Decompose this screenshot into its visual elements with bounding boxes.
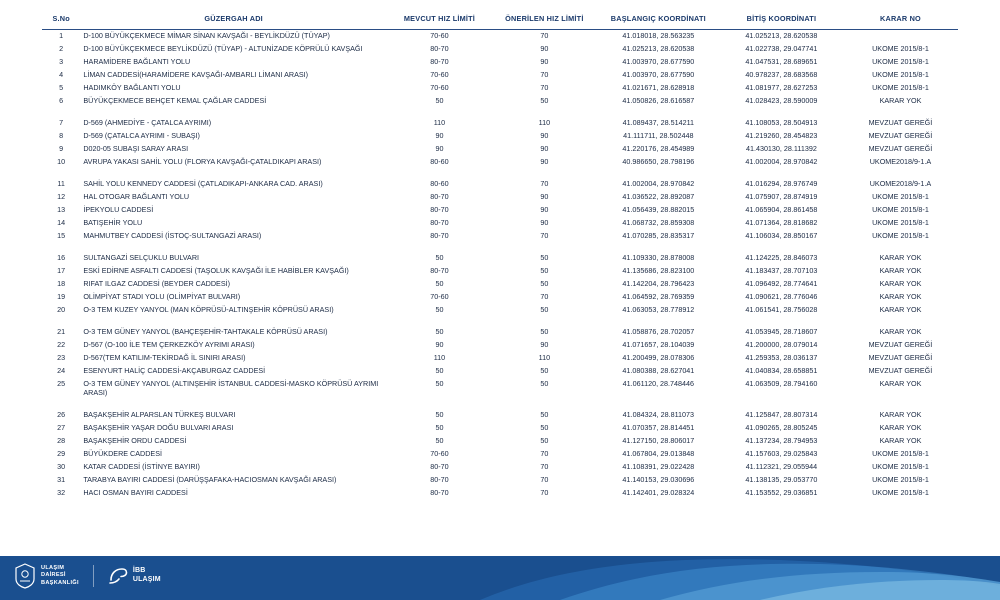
table-row [42,130,958,143]
cell-current-speed-limit: 50 [435,95,444,105]
table-row [42,30,958,43]
cell-current-speed-limit: 70-60 [430,70,449,79]
cell-route-name: D-100 BÜYÜKÇEKMECE MİMAR SİNAN KAVŞAĞI - BEYLİKDÜZÜ (TÜYAP) [83,31,330,41]
cell-proposed-speed-limit: 70 [540,487,549,497]
cell-current-speed-limit: 80-70 [430,218,449,228]
column-header-sno: S.No [42,8,80,30]
cell-start-coordinate: 41.003970, 28.677590 [622,57,695,67]
cell-current-speed-limit: 70-60 [430,448,449,458]
cell-end-coordinate: 41.157603, 29.025843 [745,448,818,458]
cell-current-speed-limit: 70-60 [430,292,449,302]
speed-limit-table-container [42,8,958,500]
cell-route-name: ESKİ EDİRNE ASFALTI CADDESİ (TAŞOLUK KAVŞAĞI İLE HABİBLER KAVŞAĞI) [83,266,349,276]
ibb-department-logo [14,563,79,589]
ulasim-swirl-icon [108,566,128,586]
cell-sno: 10 [57,157,66,166]
cell-sno: 31 [57,474,66,484]
cell-route-name: BATIŞEHİR YOLU [83,218,143,228]
cell-sno: 28 [57,435,66,445]
table-row-spacer [42,169,958,178]
cell-route-name: ESENYURT HALİÇ CADDESİ-AKÇABURGAZ CADDESİ [83,366,266,376]
cell-current-speed-limit: 50 [435,379,444,389]
table-body [42,30,958,500]
cell-end-coordinate: 41.090621, 28.776046 [745,292,818,302]
table-row [42,117,958,130]
cell-proposed-speed-limit: 50 [540,423,549,432]
cell-route-name: AVRUPA YAKASI SAHİL YOLU (FLORYA KAVŞAĞI-ÇATALDIKAPI ARASI) [83,157,322,166]
cell-start-coordinate: 41.142204, 28.796423 [622,279,695,289]
cell-proposed-speed-limit: 70 [540,70,549,79]
cell-start-coordinate: 41.080388, 28.627041 [622,366,695,376]
cell-end-coordinate: 41.065904, 28.861458 [745,205,818,215]
cell-current-speed-limit: 80-70 [430,266,449,276]
cell-end-coordinate: 41.259353, 28.036137 [745,353,818,363]
cell-sno: 4 [59,70,64,79]
cell-decision-no: UKOME 2015/8-1 [872,44,929,54]
cell-decision-no: UKOME 2015/8-1 [872,448,929,458]
cell-current-speed-limit: 80-70 [430,44,449,54]
cell-proposed-speed-limit: 90 [540,157,549,166]
table-row [42,82,958,95]
cell-end-coordinate: 41.125847, 28.807314 [745,410,818,420]
cell-start-coordinate: 41.067804, 29.013848 [622,448,695,458]
table-row-spacer [42,108,958,117]
cell-current-speed-limit: 50 [435,423,444,432]
column-header-proposed-speed-limit: ÖNERİLEN HIZ LİMİTİ [492,8,597,30]
cell-sno: 12 [57,192,66,202]
cell-start-coordinate: 41.140153, 29.030696 [622,474,695,484]
cell-start-coordinate: 41.220176, 28.454989 [622,144,695,154]
cell-decision-no: KARAR YOK [879,379,922,389]
cell-decision-no: UKOME 2015/8-1 [872,487,929,497]
cell-decision-no: UKOME 2015/8-1 [872,461,929,471]
cell-start-coordinate: 40.986650, 28.798196 [622,157,695,166]
footer-logos [14,563,161,589]
cell-decision-no: KARAR YOK [879,423,922,432]
cell-sno: 6 [59,95,64,105]
cell-sno: 1 [59,31,64,41]
cell-decision-no [843,30,958,43]
cell-end-coordinate: 41.053945, 28.718607 [745,327,818,337]
cell-start-coordinate: 41.050826, 28.616587 [622,95,695,105]
cell-decision-no: MEVZUAT GEREĞİ [868,340,933,350]
cell-current-speed-limit: 50 [435,435,444,445]
column-header-end-coordinate: BİTİŞ KOORDİNATI [720,8,843,30]
table-row-spacer [42,400,958,409]
table-row [42,252,958,265]
cell-current-speed-limit: 80-70 [430,231,449,241]
cell-proposed-speed-limit: 90 [540,144,549,154]
cell-sno: 23 [57,353,66,363]
table-row [42,230,958,243]
cell-end-coordinate: 41.002004, 28.970842 [745,157,818,166]
cell-proposed-speed-limit: 70 [540,461,549,471]
table-row [42,448,958,461]
cell-decision-no: KARAR YOK [879,410,922,420]
cell-sno: 16 [57,253,66,263]
cell-proposed-speed-limit: 70 [540,448,549,458]
cell-start-coordinate: 41.070285, 28.835317 [622,231,695,241]
cell-proposed-speed-limit: 50 [540,253,549,263]
cell-proposed-speed-limit: 50 [540,435,549,445]
cell-decision-no: UKOME 2015/8-1 [872,192,929,202]
cell-proposed-speed-limit: 90 [540,218,549,228]
cell-end-coordinate: 41.137234, 28.794953 [745,435,818,445]
cell-start-coordinate: 41.070357, 28.814451 [622,423,695,432]
column-header-current-speed-limit: MEVCUT HIZ LİMİTİ [387,8,492,30]
cell-sno: 8 [59,131,64,141]
cell-current-speed-limit: 80-60 [430,179,449,189]
cell-end-coordinate: 41.153552, 29.036851 [745,487,818,497]
cell-decision-no: KARAR YOK [879,95,922,105]
cell-route-name: HAL OTOGAR BAĞLANTI YOLU [83,192,190,202]
cell-end-coordinate: 40.978237, 28.683568 [745,70,818,79]
cell-decision-no: MEVZUAT GEREĞİ [868,144,933,154]
cell-proposed-speed-limit: 70 [540,292,549,302]
cell-current-speed-limit: 90 [435,144,444,154]
cell-sno: 22 [57,340,66,350]
cell-end-coordinate: 41.061541, 28.756028 [745,305,818,315]
table-row [42,265,958,278]
cell-route-name: SAHİL YOLU KENNEDY CADDESİ (ÇATLADIKAPI-ANKARA CAD. ARASI) [83,179,323,189]
table-row [42,326,958,339]
cell-end-coordinate: 41.138135, 29.053770 [745,474,818,484]
cell-proposed-speed-limit: 70 [540,231,549,241]
cell-current-speed-limit: 80-70 [430,487,449,497]
cell-sno: 3 [59,57,64,67]
cell-decision-no: MEVZUAT GEREĞİ [868,366,933,376]
cell-start-coordinate: 41.109330, 28.878008 [622,253,695,263]
ibb-department-logo-text [41,565,79,588]
cell-route-name: D-569 (AHMEDİYE - ÇATALCA AYRIMI) [83,118,212,128]
cell-end-coordinate: 41.096492, 28.774641 [745,279,818,289]
cell-current-speed-limit: 90 [435,131,444,141]
table-row [42,378,958,400]
cell-current-speed-limit: 50 [435,305,444,315]
cell-decision-no: UKOME 2015/8-1 [872,70,929,79]
cell-current-speed-limit: 80-70 [430,57,449,67]
table-row [42,461,958,474]
cell-route-name: D020-05 SUBAŞI SARAY ARASI [83,144,189,154]
cell-route-name: OLİMPİYAT STADI YOLU (OLİMPİYAT BULVARI) [83,292,241,302]
table-row [42,178,958,191]
cell-end-coordinate: 41.028423, 28.590009 [745,95,818,105]
footer-band [0,556,1000,600]
ulasim-line-2: ULAŞIM [132,576,161,583]
logo-divider [93,565,94,587]
speed-limit-table [42,8,958,500]
cell-proposed-speed-limit: 90 [540,205,549,215]
table-row [42,204,958,217]
cell-current-speed-limit: 80-70 [430,474,449,484]
table-row [42,474,958,487]
cell-sno: 29 [57,448,66,458]
cell-proposed-speed-limit: 50 [540,266,549,276]
cell-decision-no: MEVZUAT GEREĞİ [868,353,933,363]
cell-start-coordinate: 41.068732, 28.859308 [622,218,695,228]
table-row [42,487,958,500]
cell-end-coordinate: 41.081977, 28.627253 [745,82,818,92]
cell-proposed-speed-limit: 50 [540,95,549,105]
table-row-spacer-cell [42,169,958,178]
cell-start-coordinate: 41.089437, 28.514211 [622,118,695,128]
cell-sno: 17 [57,266,66,276]
cell-sno: 19 [57,292,66,302]
cell-proposed-speed-limit: 90 [540,57,549,67]
cell-start-coordinate: 41.127150, 28.806017 [622,435,695,445]
cell-proposed-speed-limit: 50 [540,366,549,376]
cell-end-coordinate: 41.063509, 28.794160 [745,379,818,389]
cell-route-name: RIFAT ILGAZ CADDESİ (BEYDER CADDESİ) [83,279,231,289]
cell-end-coordinate: 41.047531, 28.689651 [745,57,818,67]
cell-start-coordinate: 41.003970, 28.677590 [622,70,695,79]
cell-route-name: BÜYÜKÇEKMECE BEHÇET KEMAL ÇAĞLAR CADDESİ [83,95,267,105]
cell-proposed-speed-limit: 90 [540,340,549,350]
table-header [42,8,958,30]
table-row [42,191,958,204]
ibb-ulasim-logo-text [133,567,161,585]
cell-sno: 21 [57,327,66,337]
cell-start-coordinate: 41.063053, 28.778912 [622,305,695,315]
cell-route-name: KATAR CADDESİ (İSTİNYE BAYIRI) [83,461,200,471]
cell-end-coordinate: 41.040834, 28.658851 [745,366,818,376]
cell-decision-no: UKOME 2015/8-1 [872,474,929,484]
cell-decision-no: KARAR YOK [879,292,922,302]
cell-start-coordinate: 41.111711, 28.502448 [623,131,694,141]
cell-end-coordinate: 41.071364, 28.818682 [745,218,818,228]
cell-start-coordinate: 41.025213, 28.620538 [622,44,695,54]
cell-proposed-speed-limit: 110 [538,118,551,128]
cell-current-speed-limit: 50 [435,327,444,337]
cell-end-coordinate: 41.075907, 28.874919 [745,192,818,202]
table-row [42,365,958,378]
cell-sno: 32 [57,487,66,497]
table-row [42,304,958,317]
cell-decision-no: KARAR YOK [879,279,922,289]
cell-route-name: TARABYA BAYIRI CADDESİ (DARÜŞŞAFAKA-HACIOSMAN KAVŞAĞI ARASI) [83,474,337,484]
logo-line-2: DAİRESİ [41,572,66,579]
cell-route-name: O-3 TEM GÜNEY YANYOL (ALTINŞEHİR İSTANBUL CADDESİ-MASKO KÖPRÜSÜ AYRIMI ARASI) [83,379,379,397]
cell-sno: 27 [57,423,66,432]
cell-start-coordinate: 41.084324, 28.811073 [622,410,695,420]
cell-sno: 11 [57,179,65,189]
cell-end-coordinate: 41.016294, 28.976749 [745,179,818,189]
cell-route-name: HADIMKÖY BAĞLANTI YOLU [83,82,181,92]
cell-proposed-speed-limit: 70 [540,474,549,484]
cell-sno: 15 [57,231,66,241]
cell-decision-no: MEVZUAT GEREĞİ [868,118,933,128]
cell-end-coordinate: 41.025213, 28.620538 [745,31,818,41]
cell-route-name: D-100 BÜYÜKÇEKMECE BEYLİKDÜZÜ (TÜYAP) - ALTUNİZADE KÖPRÜLÜ KAVŞAĞI [83,44,363,54]
cell-start-coordinate: 41.071657, 28.104039 [622,340,695,350]
cell-sno: 14 [57,218,66,228]
cell-decision-no: KARAR YOK [879,266,922,276]
cell-route-name: SULTANGAZİ SELÇUKLU BULVARI [83,253,200,263]
column-header-decision-no: KARAR NO [843,8,958,30]
cell-current-speed-limit: 90 [435,340,444,350]
cell-sno: 26 [57,410,66,420]
table-row-spacer-cell [42,243,958,252]
table-row [42,291,958,304]
logo-line-3: BAŞKANLIĞI [41,579,79,586]
cell-current-speed-limit: 50 [435,410,444,420]
cell-decision-no: KARAR YOK [879,305,922,315]
cell-sno: 20 [57,305,66,315]
cell-route-name: HACI OSMAN BAYIRI CADDESİ [83,487,188,497]
table-row-spacer-cell [42,108,958,117]
cell-proposed-speed-limit: 50 [540,279,549,289]
table-row [42,95,958,108]
cell-current-speed-limit: 70-60 [430,31,449,41]
cell-end-coordinate: 41.430130, 28.111392 [745,144,817,154]
cell-sno: 5 [59,82,64,92]
cell-end-coordinate: 41.124225, 28.846073 [745,253,818,263]
cell-proposed-speed-limit: 50 [540,410,549,420]
cell-route-name: HARAMİDERE BAĞLANTI YOLU [83,57,191,67]
cell-start-coordinate: 41.064592, 28.769359 [622,292,695,302]
table-row [42,69,958,82]
cell-route-name: BAŞAKŞEHİR ALPARSLAN TÜRKEŞ BULVARI [83,410,236,420]
table-row [42,409,958,422]
cell-start-coordinate: 41.142401, 29.028324 [622,487,695,497]
cell-current-speed-limit: 80-70 [430,205,449,215]
cell-sno: 7 [59,118,64,128]
cell-decision-no: KARAR YOK [879,253,922,263]
cell-decision-no: UKOME 2015/8-1 [872,218,929,228]
table-row-spacer [42,243,958,252]
table-row [42,143,958,156]
cell-route-name: D-569 (ÇATALCA AYRIMI - SUBAŞI) [83,131,200,141]
cell-decision-no: UKOME 2015/8-1 [872,231,929,241]
column-header-start-coordinate: BAŞLANGIÇ KOORDİNATI [597,8,720,30]
logo-line-1: ULAŞIM [41,564,65,571]
cell-decision-no: UKOME 2015/8-1 [872,57,929,67]
cell-current-speed-limit: 80-60 [430,157,449,166]
cell-sno: 30 [57,461,66,471]
table-row [42,43,958,56]
cell-decision-no: UKOME2018/9-1.A [869,179,932,189]
cell-route-name: D-567 (O-100 İLE TEM ÇERKEZKÖY AYRIMI ARASI) [83,340,255,350]
table-row-spacer [42,317,958,326]
cell-start-coordinate: 41.018018, 28.563235 [622,31,695,41]
cell-proposed-speed-limit: 110 [538,353,551,363]
table-header-row [42,8,958,30]
cell-sno: 2 [59,44,64,54]
table-row [42,352,958,365]
cell-end-coordinate: 41.200000, 28.079014 [745,340,818,350]
cell-end-coordinate: 41.219260, 28.454823 [745,131,818,141]
cell-route-name: İPEKYOLU CADDESİ [83,205,154,215]
ibb-crest-icon [14,563,36,589]
cell-end-coordinate: 41.022738, 29.047741 [745,44,818,54]
ulasim-line-1: İBB [132,567,146,575]
table-row [42,217,958,230]
cell-proposed-speed-limit: 50 [540,327,549,337]
cell-current-speed-limit: 80-70 [430,192,449,202]
cell-proposed-speed-limit: 50 [540,379,549,389]
cell-end-coordinate: 41.108053, 28.504913 [745,118,818,128]
cell-decision-no: UKOME 2015/8-1 [872,205,929,215]
cell-current-speed-limit: 50 [435,366,444,376]
cell-start-coordinate: 41.058876, 28.702057 [622,327,695,337]
cell-current-speed-limit: 110 [433,118,446,128]
cell-proposed-speed-limit: 90 [540,131,549,141]
cell-proposed-speed-limit: 70 [540,82,549,92]
cell-sno: 25 [57,379,66,389]
cell-end-coordinate: 41.183437, 28.707103 [745,266,818,276]
cell-route-name: BAŞAKŞEHİR YAŞAR DOĞU BULVARI ARASI [83,423,234,432]
cell-start-coordinate: 41.135686, 28.823100 [622,266,695,276]
wave-decoration-icon [360,556,1000,600]
cell-end-coordinate: 41.112321, 29.055944 [745,461,818,471]
cell-start-coordinate: 41.061120, 28.748446 [622,379,695,389]
cell-current-speed-limit: 50 [435,279,444,289]
cell-route-name: O-3 TEM KUZEY YANYOL (MAN KÖPRÜSÜ-ALTINŞEHİR KÖPRÜSÜ ARASI) [83,305,334,315]
cell-current-speed-limit: 70-60 [430,82,449,92]
cell-sno: 24 [57,366,66,376]
cell-decision-no: UKOME2018/9-1.A [869,157,932,166]
cell-sno: 18 [57,279,66,289]
cell-start-coordinate: 41.200499, 28.078306 [622,353,695,363]
cell-route-name: O-3 TEM GÜNEY YANYOL (BAHÇEŞEHİR-TAHTAKALE KÖPRÜSÜ ARASI) [83,327,328,337]
cell-route-name: BAŞAKŞEHİR ORDU CADDESİ [83,435,187,445]
table-row [42,278,958,291]
cell-decision-no: UKOME 2015/8-1 [872,82,929,92]
cell-sno: 13 [57,205,66,215]
table-row [42,156,958,169]
cell-route-name: D-567(TEM KATILIM-TEKİRDAĞ İL SINIRI ARASI) [83,353,246,363]
cell-current-speed-limit: 50 [435,253,444,263]
cell-route-name: LİMAN CADDESİ(HARAMİDERE KAVŞAĞI-AMBARLI LİMANI ARASI) [83,70,309,79]
cell-proposed-speed-limit: 90 [540,192,549,202]
table-row-spacer-cell [42,400,958,409]
cell-route-name: BÜYÜKDERE CADDESİ [83,448,163,458]
cell-proposed-speed-limit: 70 [540,31,549,41]
table-row [42,339,958,352]
ibb-ulasim-logo [108,566,161,586]
table-row [42,435,958,448]
cell-current-speed-limit: 110 [433,353,446,363]
cell-sno: 9 [59,144,64,154]
cell-proposed-speed-limit: 90 [540,44,549,54]
cell-end-coordinate: 41.090265, 28.805245 [745,423,818,432]
column-header-route-name: GÜZERGAH ADI [80,8,387,30]
cell-start-coordinate: 41.021671, 28.628918 [622,82,695,92]
table-row-spacer-cell [42,317,958,326]
cell-route-name: MAHMUTBEY CADDESİ (İSTOÇ-SULTANGAZİ ARASI) [83,231,262,241]
cell-proposed-speed-limit: 50 [540,305,549,315]
table-row [42,422,958,435]
cell-end-coordinate: 41.106034, 28.850167 [745,231,818,241]
cell-decision-no: KARAR YOK [879,327,922,337]
table-row [42,56,958,69]
cell-start-coordinate: 41.002004, 28.970842 [622,179,695,189]
cell-start-coordinate: 41.056439, 28.882015 [622,205,695,215]
cell-start-coordinate: 41.036522, 28.892087 [622,192,695,202]
cell-start-coordinate: 41.108391, 29.022428 [622,461,695,471]
cell-decision-no: KARAR YOK [879,435,922,445]
cell-decision-no: MEVZUAT GEREĞİ [868,131,933,141]
cell-proposed-speed-limit: 70 [540,179,549,189]
cell-current-speed-limit: 80-70 [430,461,449,471]
